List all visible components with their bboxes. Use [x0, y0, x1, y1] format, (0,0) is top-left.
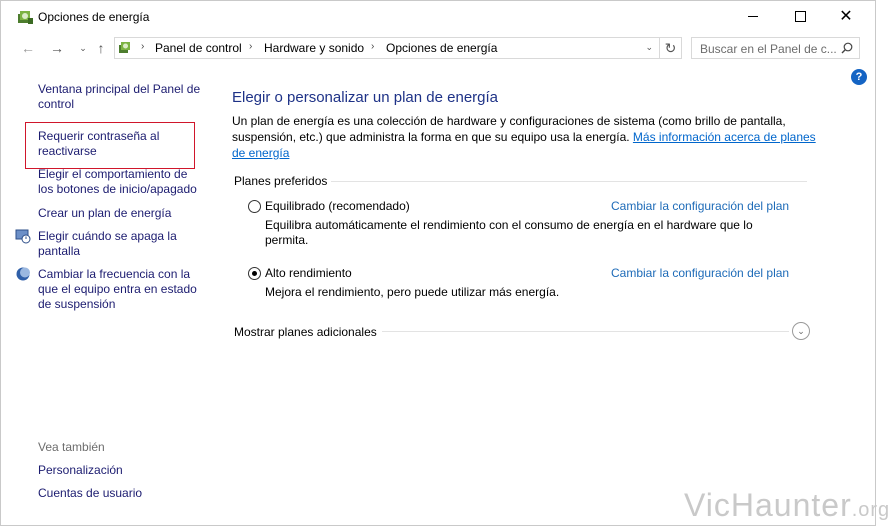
chevron-down-icon: ⌄ [79, 42, 87, 53]
expand-button[interactable] [792, 322, 810, 340]
help-icon[interactable]: ? [851, 69, 867, 85]
power-options-icon [16, 8, 34, 26]
close-icon: ✕ [839, 7, 853, 25]
page-description [232, 113, 822, 161]
watermark-suffix: .org [851, 499, 890, 521]
breadcrumb-separator: › [249, 41, 253, 52]
sidebar-item-panel-principal[interactable] [38, 82, 200, 112]
arrow-left-icon: ← [21, 40, 35, 56]
navigation-bar [1, 34, 875, 62]
plan-desc-alto-rendimiento: Mejora el rendimiento, pero puede utilizar más energía. [265, 285, 560, 299]
show-more-plans[interactable]: Mostrar planes adicionales [234, 325, 377, 339]
refresh-icon: ↻ [664, 39, 677, 56]
sidebar-item-label: Elegir el comportamiento de [38, 167, 188, 181]
maximize-button[interactable] [777, 1, 823, 32]
see-also-personalizacion[interactable]: Personalización [38, 463, 123, 477]
plan-name-equilibrado[interactable]: Equilibrado (recomendado) [265, 199, 410, 213]
sidebar-item-label: Cambiar la frecuencia con la [38, 267, 191, 281]
breadcrumb-separator: › [371, 41, 375, 52]
sidebar-item-apagar-pantalla[interactable] [38, 229, 177, 259]
arrow-right-icon: → [50, 40, 64, 56]
section-divider [331, 181, 807, 182]
search-input[interactable]: Buscar en el Panel de c... [700, 42, 837, 56]
moon-icon [15, 266, 31, 282]
see-also-heading: Vea también [38, 440, 105, 454]
search-box[interactable] [691, 37, 860, 59]
forward-button[interactable] [47, 39, 67, 57]
plan-desc-equilibrado [265, 218, 753, 248]
maximize-icon [795, 11, 806, 22]
sidebar-item-label: reactivarse [38, 144, 97, 158]
sidebar-item-label: los botones de inicio/apagado [38, 182, 197, 196]
refresh-button[interactable] [660, 37, 682, 59]
power-options-icon [118, 40, 134, 56]
watermark [684, 487, 890, 524]
sidebar-item-comportamiento-botones[interactable] [38, 167, 197, 197]
radio-alto-rendimiento[interactable] [248, 267, 261, 280]
sidebar-item-label: Ventana principal del Panel de [38, 82, 201, 96]
breadcrumb-hardware-sonido[interactable]: Hardware y sonido [264, 41, 365, 55]
radio-equilibrado[interactable] [248, 200, 261, 213]
sidebar-item-frecuencia-suspension[interactable] [38, 267, 197, 312]
recent-locations-button[interactable] [73, 39, 93, 57]
plan-desc-line: Equilibra automáticamente el rendimiento con el consumo de energía en el hardware que lo [265, 218, 753, 232]
change-plan-link-equilibrado[interactable]: Cambiar la configuración del plan [611, 199, 790, 213]
change-plan-link-alto-rendimiento[interactable]: Cambiar la configuración del plan [611, 266, 790, 280]
description-text: Un plan de energía es una colección de hardware y configuraciones de sistema (como brillo de pantalla, suspensión, etc.) que administra la forma en que su equipo usa la energía. [232, 114, 786, 144]
sidebar-item-crear-plan[interactable] [38, 206, 171, 221]
sidebar-item-label: que el equipo entra en estado [38, 282, 197, 296]
more-info-link[interactable]: Más información acerca de planes de energía [232, 130, 816, 160]
search-icon[interactable] [841, 42, 853, 54]
breadcrumb-separator: › [141, 41, 145, 52]
sidebar-item-requerir-contrasena[interactable] [38, 129, 159, 159]
monitor-clock-icon [15, 228, 31, 244]
address-bar[interactable] [114, 37, 660, 59]
title-bar [1, 1, 875, 33]
sidebar-item-label: Crear un plan de energía [38, 206, 172, 220]
see-also-cuentas-usuario[interactable]: Cuentas de usuario [38, 486, 143, 500]
back-button[interactable] [18, 39, 38, 57]
minimize-button[interactable] [730, 1, 776, 32]
watermark-text: VicHaunter [684, 487, 852, 523]
sidebar-item-label: de suspensión [38, 297, 116, 311]
up-button[interactable] [91, 39, 111, 57]
more-plans-divider [382, 331, 789, 332]
plan-name-alto-rendimiento[interactable]: Alto rendimiento [265, 266, 352, 280]
sidebar-item-label: control [38, 97, 75, 111]
sidebar-item-label: pantalla [38, 244, 81, 258]
chevron-down-icon: ⌄ [797, 326, 805, 336]
sidebar-item-label: Requerir contraseña al [38, 129, 160, 143]
breadcrumb-panel-control[interactable]: Panel de control [155, 41, 242, 55]
minimize-icon [748, 16, 758, 17]
plan-desc-line: permita. [265, 233, 309, 247]
close-button[interactable] [823, 1, 869, 32]
section-title: Planes preferidos [234, 174, 328, 188]
arrow-up-icon: ↑ [97, 40, 105, 56]
breadcrumb-opciones-energia[interactable]: Opciones de energía [386, 41, 498, 55]
window-title: Opciones de energía [38, 10, 150, 24]
sidebar-item-label: Elegir cuándo se apaga la [38, 229, 177, 243]
page-title: Elegir o personalizar un plan de energía [232, 89, 499, 106]
address-dropdown-icon[interactable]: ⌄ [645, 42, 653, 52]
